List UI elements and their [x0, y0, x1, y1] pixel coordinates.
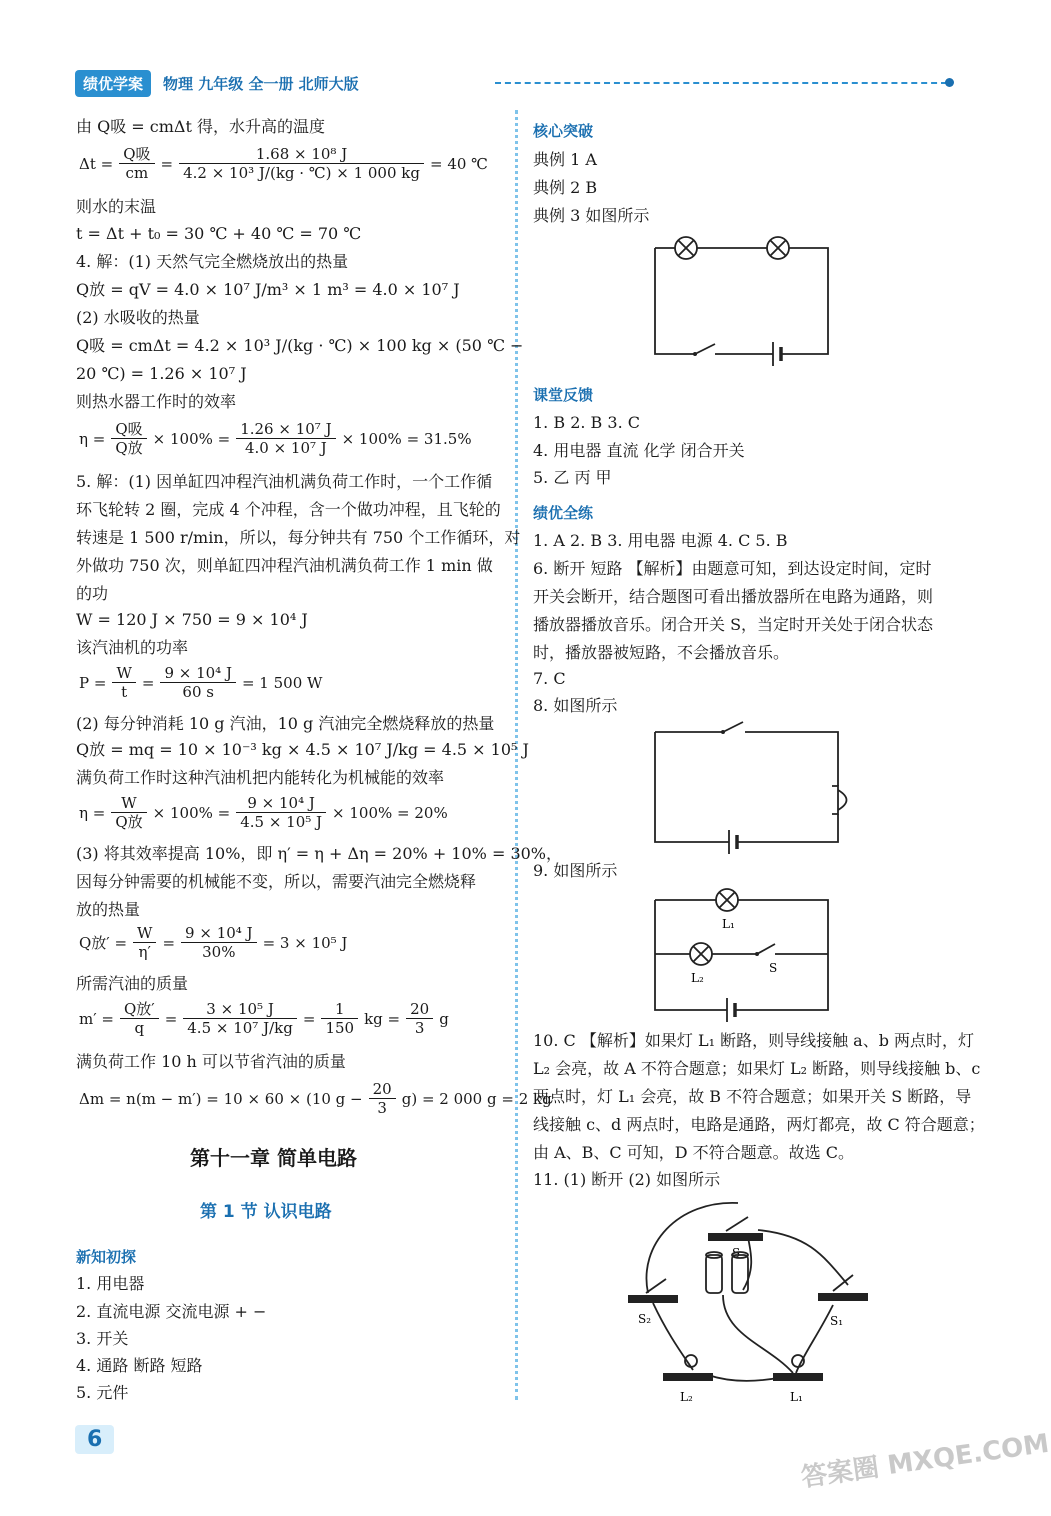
switch-icon	[721, 722, 743, 734]
brand-badge: 绩优学案	[75, 70, 151, 97]
answer-line: 1. B 2. B 3. C	[533, 413, 640, 432]
page-number: 6	[75, 1425, 114, 1454]
section-heading-core: 核心突破	[533, 122, 594, 140]
section-title: 第 1 节 认识电路	[200, 1202, 332, 1222]
answer-line: 线接触 c、d 两点时，电路是通路，两灯都亮，故 C 符合题意；	[533, 1115, 985, 1134]
answer-line: 1. A 2. B 3. 用电器 电源 4. C 5. B	[533, 531, 788, 550]
answer-line: 7. C	[533, 669, 566, 688]
label-l1: L₁	[722, 917, 735, 931]
bulb-icon	[767, 237, 789, 259]
text-line: 则水的末温	[76, 197, 157, 216]
text-line: 外做功 750 次，则单缸四冲程汽油机满负荷工作 1 min 做	[76, 556, 493, 575]
answer-line: 播放器播放音乐。闭合开关 S，当定时开关处于闭合状态	[533, 615, 934, 634]
formula-delta-t: Δt = $\frac{\text{Q吸}}{cm}$ = $\frac{\text{1.68 × 10⁸ J}}{\text{4.2 × 10³ J/(kg · ℃) × 1 000 kg}}$ = 40 ℃	[79, 145, 488, 182]
answer-line: 3. 开关	[76, 1329, 129, 1348]
answer-line: 10. C 【解析】如果灯 L₁ 断路，则导线接触 a、b 两点时，灯	[533, 1031, 975, 1050]
svg-text:S₂: S₂	[638, 1312, 652, 1326]
label-l2: L₂	[691, 971, 704, 985]
text-line: 的功	[76, 584, 109, 603]
answer-line: 5. 乙 丙 甲	[533, 468, 612, 487]
speaker-icon	[832, 786, 847, 814]
header-dot	[945, 78, 954, 87]
text-line: t = Δt + t₀ = 30 ℃ + 40 ℃ = 70 ℃	[76, 224, 362, 243]
answer-line: 两点时，灯 L₁ 会亮，故 B 不符合题意；如果开关 S 断路，导	[533, 1087, 972, 1106]
answer-line: 1. 用电器	[76, 1274, 145, 1293]
answer-line: 时，播放器被短路，不会播放音乐。	[533, 643, 790, 662]
answer-line: 8. 如图所示	[533, 696, 618, 715]
text-line: 放的热量	[76, 900, 141, 919]
text-line: (2) 水吸收的热量	[76, 308, 200, 327]
text-line: 满负荷工作时这种汽油机把内能转化为机械能的效率	[76, 768, 445, 787]
answer-line: 4. 用电器 直流 化学 闭合开关	[533, 441, 745, 460]
switch-s2	[628, 1279, 678, 1326]
formula-power: P = $\frac{W}{t}$ = $\frac{\text{9 × 10⁴ J}}{60 s}$ = 1 500 W	[79, 664, 323, 701]
text-line: 转速是 1 500 r/min，所以，每分钟共有 750 个工作循环，对	[76, 528, 521, 547]
text-line: 该汽油机的功率	[76, 638, 189, 657]
svg-text:S: S	[732, 1246, 741, 1260]
formula-saved-mass: Δm = n(m − m′) = 10 × 60 × (10 g − $\frac{20}{3}$ g) = 2 000 g = 2 kg	[79, 1080, 552, 1117]
svg-text:L₁: L₁	[790, 1390, 803, 1404]
answer-line: 2. 直流电源 交流电源 + −	[76, 1302, 267, 1321]
answer-line: 典例 1 A	[533, 150, 597, 169]
text-line: 所需汽油的质量	[76, 974, 189, 993]
text-line: 4. 解：(1) 天然气完全燃烧放出的热量	[76, 252, 349, 271]
text-line: (3) 将其效率提高 10%，即 η′ = η + Δη = 20% + 10% = 30%，	[76, 844, 563, 863]
circuit-diagram-q8	[645, 718, 845, 853]
text-line: Q吸 = cmΔt = 4.2 × 10³ J/(kg · ℃) × 100 kg × (50 ℃ −	[76, 336, 524, 355]
answer-line: 由 A、B、C 可知，D 不符合题意。故选 C。	[533, 1143, 854, 1162]
header-rule	[495, 82, 947, 84]
svg-text:L₂: L₂	[680, 1390, 693, 1404]
text-line: 满负荷工作 10 h 可以节省汽油的质量	[76, 1052, 346, 1071]
text-line: W = 120 J × 750 = 9 × 10⁴ J	[76, 610, 308, 629]
answer-line: L₂ 会亮，故 A 不符合题意；如果灯 L₂ 断路，则导线接触 b、c	[533, 1059, 981, 1078]
text-line: (2) 每分钟消耗 10 g 汽油，10 g 汽油完全燃烧释放的热量	[76, 714, 495, 733]
text-line: 由 Q吸 = cmΔt 得，水升高的温度	[76, 117, 325, 136]
battery-icon	[773, 342, 781, 366]
battery-icon	[727, 998, 735, 1022]
battery-icon	[729, 830, 737, 854]
physical-circuit-q11	[618, 1195, 878, 1410]
bulb-icon	[716, 889, 738, 911]
answer-line: 典例 3 如图所示	[533, 206, 650, 225]
page-header	[75, 68, 955, 96]
book-subtitle: 物理 九年级 全一册 北师大版	[163, 75, 359, 93]
bulb-icon	[675, 237, 697, 259]
formula-mass: m′ = $\frac{\text{Q放′}}{q}$ = $\frac{\text{3 × 10⁵ J}}{\text{4.5 × 10⁷ J/kg}}$ = $\frac{1}{150}$ kg = $\frac{20}{3}$ g	[79, 1000, 449, 1037]
chapter-title: 第十一章 简单电路	[190, 1146, 357, 1170]
answer-line: 4. 通路 断路 短路	[76, 1356, 203, 1375]
label-s: S	[769, 961, 778, 975]
switch-s	[708, 1217, 763, 1260]
battery-icon	[706, 1252, 748, 1293]
answer-line: 典例 2 B	[533, 178, 598, 197]
text-line: 环飞轮转 2 圈，完成 4 个冲程，含一个做功冲程，且飞轮的	[76, 500, 501, 519]
formula-heat: Q放′ = $\frac{W}{\eta'}$ = $\frac{\text{9 × 10⁴ J}}{30\%}$ = 3 × 10⁵ J	[79, 924, 348, 961]
text-line: Q放 = mq = 10 × 10⁻³ kg × 4.5 × 10⁷ J/kg = 4.5 × 10⁵ J	[76, 740, 529, 759]
switch-icon	[755, 944, 775, 956]
switch-icon	[693, 344, 715, 356]
answer-line: 11. (1) 断开 (2) 如图所示	[533, 1170, 721, 1189]
text-line: Q放 = qV = 4.0 × 10⁷ J/m³ × 1 m³ = 4.0 × 10⁷ J	[76, 280, 460, 299]
text-line: 5. 解：(1) 因单缸四冲程汽油机满负荷工作时，一个工作循	[76, 472, 493, 491]
text-line: 则热水器工作时的效率	[76, 392, 237, 411]
section-heading-new: 新知初探	[76, 1248, 137, 1266]
section-heading-feedback: 课堂反馈	[533, 386, 594, 404]
circuit-diagram-example3	[645, 228, 840, 363]
circuit-diagram-q9	[645, 882, 840, 1042]
text-line: 因每分钟需要的机械能不变，所以，需要汽油完全燃烧释	[76, 872, 477, 891]
bulb-icon	[690, 943, 712, 965]
answer-line: 5. 元件	[76, 1383, 129, 1402]
watermark: 答案圈 MXQE.COM	[799, 1428, 1051, 1494]
answer-line: 开关会断开，结合题图可看出播放器所在电路为通路，则	[533, 587, 934, 606]
formula-efficiency-1: η = $\frac{\text{Q吸}}{\text{Q放}}$ × 100% = $\frac{\text{1.26 × 10⁷ J}}{\text{4.0 × 10⁷ J}}$ × 100% = 31.5%	[79, 420, 472, 457]
text-line: 20 ℃) = 1.26 × 10⁷ J	[76, 364, 247, 383]
answer-line: 6. 断开 短路 【解析】由题意可知，到达设定时间，定时	[533, 559, 932, 578]
formula-efficiency-2: η = $\frac{W}{\text{Q放}}$ × 100% = $\frac{\text{9 × 10⁴ J}}{\text{4.5 × 10⁵ J}}$ × 100% = 20%	[79, 794, 448, 831]
svg-text:S₁: S₁	[830, 1314, 844, 1328]
answer-line: 9. 如图所示	[533, 861, 618, 880]
section-heading-practice: 绩优全练	[533, 504, 594, 522]
